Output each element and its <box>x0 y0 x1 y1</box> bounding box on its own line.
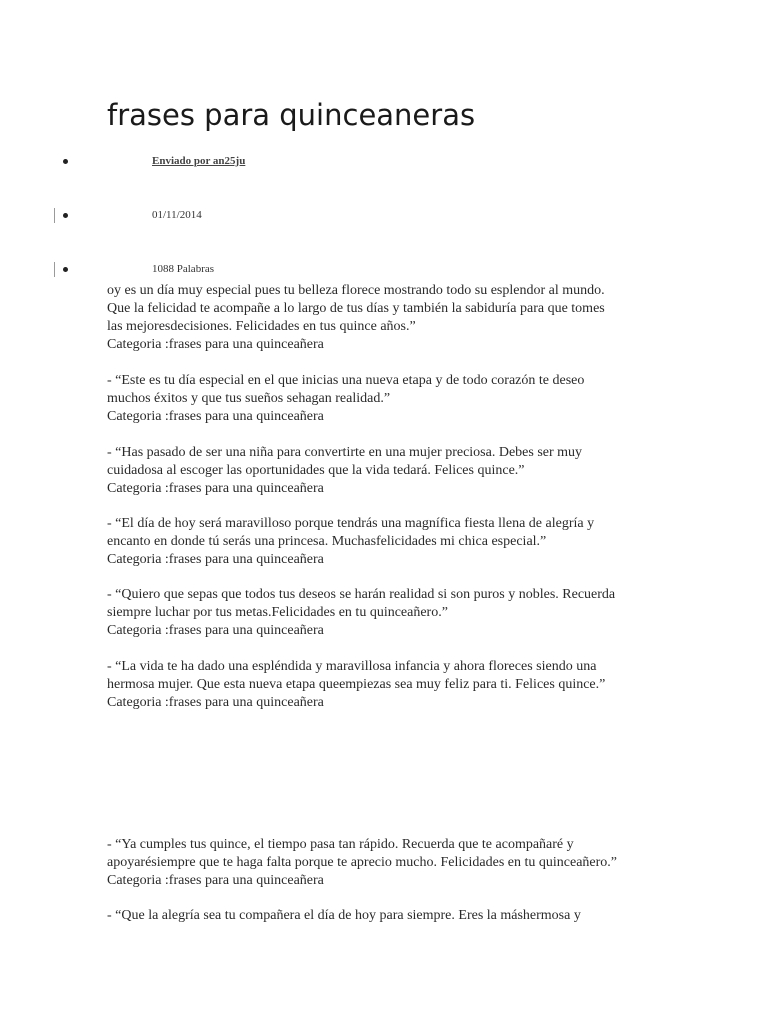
text-line: encanto en donde tú serás una princesa. Muchasfelicidades mi chica especial.” <box>107 534 547 549</box>
text-line: - “Has pasado de ser una niña para convertirte en una mujer preciosa. Debes ser muy <box>107 445 583 460</box>
category-label: Categoria :frases para una quinceañera <box>107 409 324 424</box>
list-bullet <box>63 159 68 164</box>
text-line: - “Que la alegría sea tu compañera el día de hoy para siempre. Eres la máshermosa y <box>107 908 581 923</box>
paragraph <box>107 515 667 569</box>
text-line: las mejoresdecisiones. Felicidades en tus quince años.” <box>107 319 416 334</box>
text-line: - “La vida te ha dado una espléndida y maravillosa infancia y ahora floreces siendo una <box>107 659 597 674</box>
paragraph <box>107 444 667 498</box>
paragraph <box>107 836 667 890</box>
divider-bar <box>54 208 55 223</box>
list-bullet <box>63 213 68 218</box>
divider-bar <box>54 262 55 277</box>
text-line: - “Este es tu día especial en el que inicias una nueva etapa y de todo corazón te deseo <box>107 373 585 388</box>
word-count: 1088 Palabras <box>152 263 215 275</box>
paragraph <box>107 586 667 640</box>
text-line: cuidadosa al escoger las oportunidades que la vida tedará. Felices quince.” <box>107 463 525 478</box>
text-line: oy es un día muy especial pues tu belleza florece mostrando todo su esplendor al mundo. <box>107 283 605 298</box>
category-label: Categoria :frases para una quinceañera <box>107 337 324 352</box>
page-title: frases para quinceaneras <box>107 98 476 132</box>
paragraph <box>107 372 667 426</box>
paragraph <box>107 282 667 354</box>
category-label: Categoria :frases para una quinceañera <box>107 552 324 567</box>
text-line: siempre luchar por tus metas.Felicidades en tu quinceañero.” <box>107 605 448 620</box>
category-label: Categoria :frases para una quinceañera <box>107 623 324 638</box>
text-line: Que la felicidad te acompañe a lo largo de tus días y también la sabiduría para que tomes <box>107 301 605 316</box>
category-label: Categoria :frases para una quinceañera <box>107 873 324 888</box>
post-date: 01/11/2014 <box>152 209 202 221</box>
text-line: - “El día de hoy será maravilloso porque tendrás una magnífica fiesta llena de alegría y <box>107 516 595 531</box>
category-label: Categoria :frases para una quinceañera <box>107 481 324 496</box>
text-line: - “Quiero que sepas que todos tus deseos se harán realidad si son puros y nobles. Recuerda <box>107 587 616 602</box>
text-line: apoyarésiempre que te haga falta porque te aprecio mucho. Felicidades en tu quinceañero.” <box>107 855 617 870</box>
author-link[interactable]: Enviado por an25ju <box>152 155 246 167</box>
paragraph <box>107 658 667 712</box>
text-line: hermosa mujer. Que esta nueva etapa queempiezas sea muy feliz para ti. Felices quince.” <box>107 677 606 692</box>
paragraph <box>107 907 667 925</box>
list-bullet <box>63 267 68 272</box>
text-line: - “Ya cumples tus quince, el tiempo pasa tan rápido. Recuerda que te acompañaré y <box>107 837 574 852</box>
category-label: Categoria :frases para una quinceañera <box>107 695 324 710</box>
text-line: muchos éxitos y que tus sueños sehagan realidad.” <box>107 391 391 406</box>
